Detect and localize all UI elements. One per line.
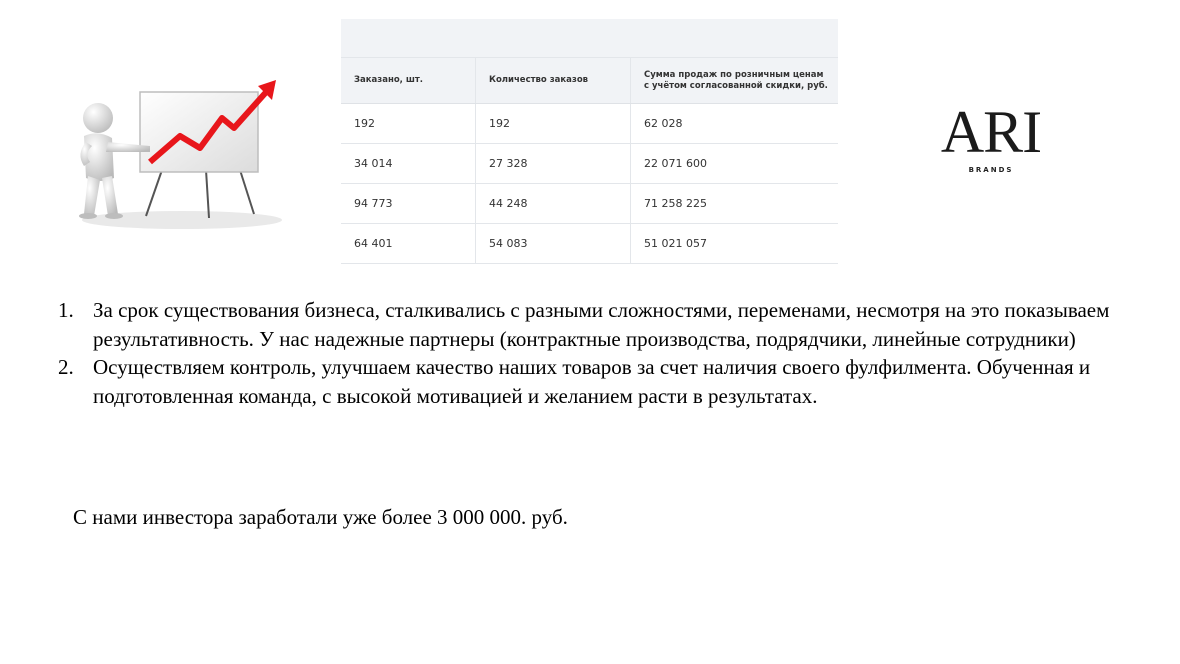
table-row	[341, 184, 838, 224]
table-row	[341, 224, 838, 264]
table-top-band	[341, 19, 838, 57]
logo-subtitle: BRANDS	[968, 166, 1014, 174]
logo-mark: ARI	[940, 99, 1042, 165]
column-header-sales-sum: Сумма продаж по розничным ценам с учётом согласованной скидки, руб.	[631, 58, 839, 104]
column-header-orders-count: Количество заказов	[476, 58, 631, 104]
list-item	[56, 296, 1136, 353]
table-cell: 34 014	[341, 144, 476, 184]
closing-statement: С нами инвестора заработали уже более 3 000 000. руб.	[73, 505, 568, 529]
table-cell: 54 083	[476, 224, 631, 264]
sales-data-table	[341, 57, 838, 264]
list-item-number: 1.	[58, 298, 74, 322]
presenter-growth-chart-icon	[62, 70, 290, 242]
table-header-row	[341, 58, 838, 104]
sales-table	[341, 19, 838, 262]
table-cell: 94 773	[341, 184, 476, 224]
table-cell: 27 328	[476, 144, 631, 184]
column-header-ordered: Заказано, шт.	[341, 58, 476, 104]
table-row	[341, 144, 838, 184]
table-cell: 62 028	[631, 104, 839, 144]
list-item-text: За срок существования бизнеса, сталкивались с разными сложностями, переменами, несмотря на это показываем результативность. У нас надежные партнеры (контрактные производства, подрядчики, линейные сотрудники)	[93, 298, 1110, 351]
list-item-number: 2.	[58, 355, 74, 379]
list-item-text: Осуществляем контроль, улучшаем качество наших товаров за счет наличия своего фулфилмента. Обученная и подготовленная команда, с высокой мотивацией и желанием расти в результатах.	[93, 355, 1091, 408]
table-cell: 64 401	[341, 224, 476, 264]
table-cell: 44 248	[476, 184, 631, 224]
growth-chart-illustration	[62, 70, 290, 242]
table-row	[341, 104, 838, 144]
brand-logo	[936, 99, 1046, 182]
table-cell: 22 071 600	[631, 144, 839, 184]
list-item	[56, 353, 1136, 410]
table-cell: 192	[341, 104, 476, 144]
table-cell: 192	[476, 104, 631, 144]
key-points-list	[56, 296, 1136, 410]
table-cell: 71 258 225	[631, 184, 839, 224]
table-cell: 51 021 057	[631, 224, 839, 264]
